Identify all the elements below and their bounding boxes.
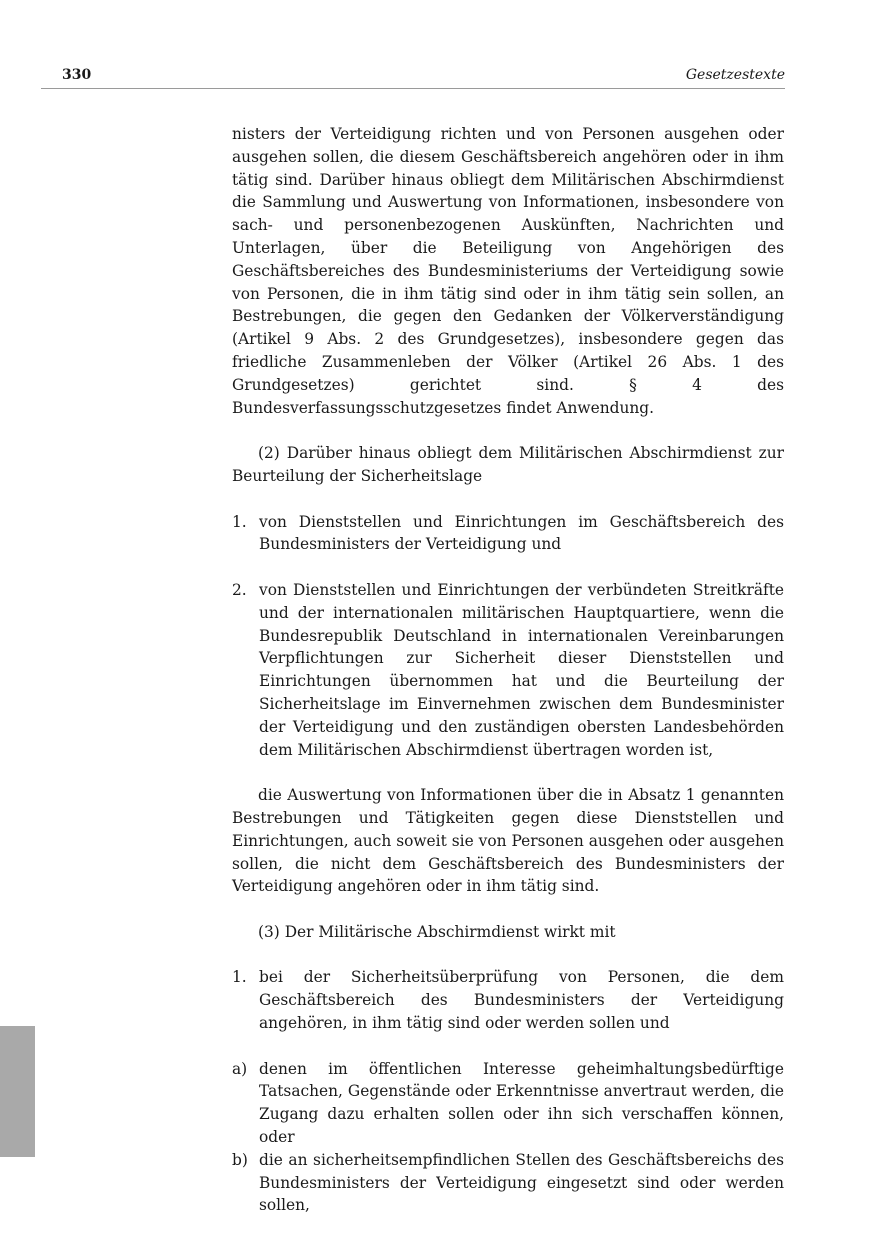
list-item-text: bei der Sicherheitsüberprüfung von Personen, die dem Geschäftsbereich des Bundesministers der Verteidigung angehören, in ihm tätig sind oder werden sollen und bbox=[259, 968, 784, 1033]
list-item-text: von Dienststellen und Einrichtungen im Geschäftsbereich des Bundesministers der Verteidigung und bbox=[259, 512, 784, 554]
sub-list-item bbox=[232, 1058, 784, 1149]
page-body bbox=[232, 123, 784, 1217]
list-item bbox=[232, 579, 784, 761]
running-title: Gesetzestexte bbox=[685, 67, 785, 83]
list-marker: a) bbox=[232, 1059, 248, 1078]
list-marker: 2. bbox=[232, 580, 247, 599]
list-item bbox=[232, 966, 784, 1034]
thumb-index-tab bbox=[0, 1026, 35, 1157]
list-marker: 1. bbox=[232, 968, 247, 987]
paragraph-2-intro: (2) Darüber hinaus obliegt dem Militärischen Abschirmdienst zur Beurteilung der Sicherheitslage bbox=[232, 444, 784, 485]
list-item-text: von Dienststellen und Einrichtungen der verbündeten Streitkräfte und der internationalen militärischen Hauptquartiere, wenn die Bundesrepublik Deutschland in internationalen Vereinbarungen Verpflichtungen zur Sicherheit dieser Dienststellen und Einrichtungen übernommen hat und die Beurteilung der Sicherheitslage im Einvernehmen zwischen dem Bundesminister der Verteidigung und den zuständigen obersten Landesbehörden dem Militärischen Abschirmdienst übertragen worden ist, bbox=[259, 580, 784, 759]
paragraph-3-intro: (3) Der Militärische Abschirmdienst wirkt mit bbox=[258, 922, 616, 941]
paragraph-continuation: nisters der Verteidigung richten und von Personen ausgehen oder ausgehen sollen, die diesem Geschäftsbereich angehören oder in ihm tätig sind. Darüber hinaus obliegt dem Militärischen Abschirmdienst die Sammlung und Auswertung von Informationen, insbesondere von sach- und personenbezogenen Auskünften, Nachrichten und Unterlagen, über die Beteiligung von Angehörigen des Geschäftsbereiches des Bundesministeriums der Verteidigung sowie von Personen, die in ihm tätig sind oder in ihm tätig sein sollen, an Bestrebungen, die gegen den Gedanken der Völkerverständigung (Artikel 9 Abs. 2 des Grundgesetzes), insbesondere gegen das friedliche Zusammenleben der Völker (Artikel 26 Abs. 1 des Grundgesetzes) gerichtet sind. § 4 des Bundesverfassungsschutzgesetzes findet Anwendung. bbox=[232, 125, 784, 417]
list-marker: 1. bbox=[232, 512, 247, 531]
page-header bbox=[41, 64, 785, 89]
list-item bbox=[232, 511, 784, 557]
list-marker: b) bbox=[232, 1150, 248, 1169]
page-number: 330 bbox=[62, 67, 92, 83]
list-item-text: denen im öffentlichen Interesse geheimhaltungsbedürftige Tatsachen, Gegenstände oder Erkenntnisse anvertraut werden, die Zugang dazu erhalten sollen oder ihn sich verschaffen können, oder bbox=[259, 1059, 784, 1147]
list-item-text: die an sicherheitsempfindlichen Stellen des Geschäftsbereichs des Bundesministers der Verteidigung eingesetzt sind oder werden sollen, bbox=[259, 1150, 784, 1215]
paragraph-2-tail: die Auswertung von Informationen über die in Absatz 1 genannten Bestrebungen und Tätigkeiten gegen diese Dienststellen und Einrichtungen, auch soweit sie von Personen ausgehen oder ausgehen sollen, die nicht dem Geschäftsbereich des Bundesministers der Verteidigung angehören oder in ihm tätig sind. bbox=[232, 786, 784, 896]
sub-list-item bbox=[232, 1149, 784, 1217]
